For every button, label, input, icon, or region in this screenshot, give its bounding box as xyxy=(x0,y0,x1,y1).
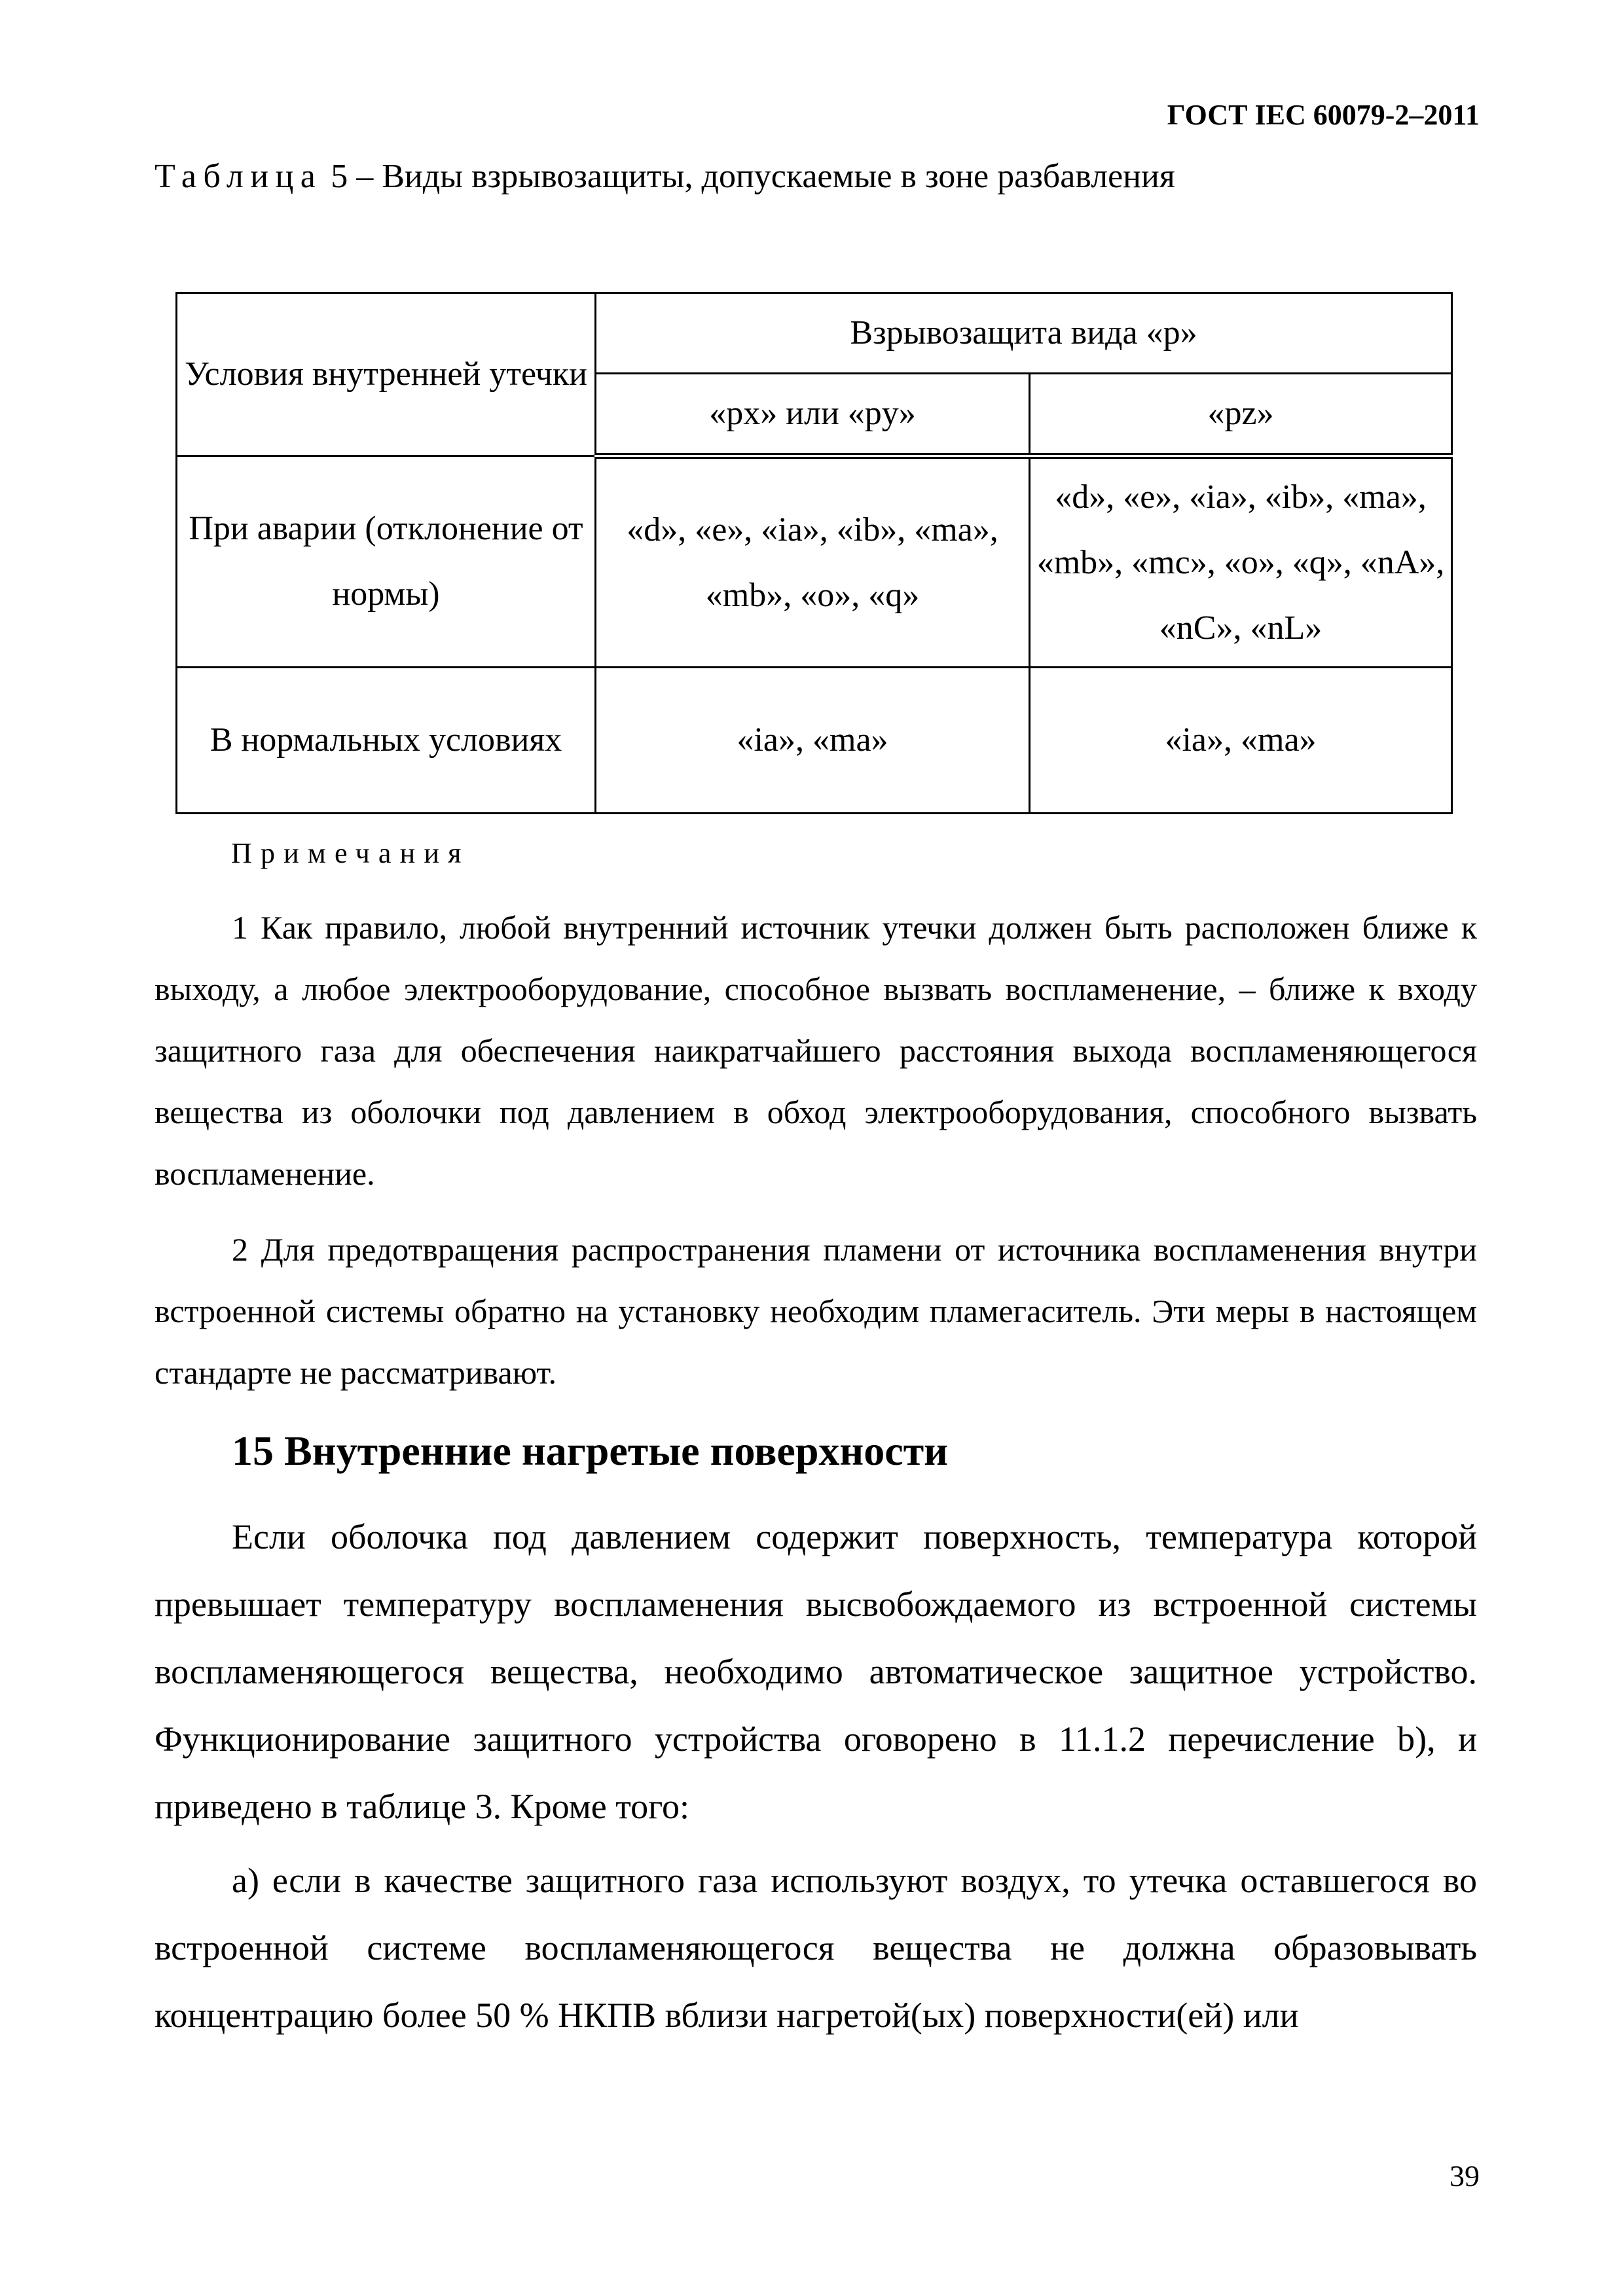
table-cell-condition-normal: В нормальных условиях xyxy=(177,668,596,814)
table-cell-px-py-fault: «d», «e», «ia», «ib», «ma», «mb», «o», «q» xyxy=(596,456,1030,668)
section-paragraph-2: а) если в качестве защитного газа используют воздух, то утечка оставшегося во встроенной системе воспламеняющегося вещества не должна образовывать концентрацию более 50 % НКПВ вблизи нагретой(ых) поверхности(ей) или xyxy=(155,1861,1477,2035)
protection-types-table xyxy=(175,292,1453,814)
section-paragraph-1: Если оболочка под давлением содержит поверхность, температура которой превышает температуру воспламенения высвобождаемого из встроенной системы воспламеняющегося вещества, необходимо автоматическое защитное устройство. Функционирование защитного устройства оговорено в 11.1.2 перечисление b), и приведено в таблице 3. Кроме того: xyxy=(155,1517,1477,1826)
table-caption-text: 5 – Виды взрывозащиты, допускаемые в зоне разбавления xyxy=(322,158,1175,195)
table-cell-pz-fault: «d», «e», «ia», «ib», «ma», «mb», «mc», «o», «q», «nA», «nC», «nL» xyxy=(1030,456,1452,668)
table-cell-px-py-normal: «ia», «ma» xyxy=(596,668,1030,814)
table-caption xyxy=(155,157,1175,196)
table-caption-label: Таблица xyxy=(155,158,323,195)
table-cell-pz-normal: «ia», «ma» xyxy=(1030,668,1452,814)
page-number: 39 xyxy=(1450,2159,1480,2193)
table-cell-condition-fault: При аварии (отклонение от нормы) xyxy=(177,456,596,668)
header-protection-type-p: Взрывозащита вида «p» xyxy=(596,293,1452,374)
document-code: ГОСТ IEC 60079-2–2011 xyxy=(1167,99,1480,131)
header-pz: «pz» xyxy=(1030,374,1452,456)
note-1: 1 Как правило, любой внутренний источник утечки должен быть расположен ближе к выходу, а любое электрооборудование, способное вызвать воспламенение, – ближе к входу защитного газа для обеспечения наикратчайшего расстояния выхода воспламеняющегося вещества из оболочки под давлением в обход электрооборудования, способного вызвать воспламенение. xyxy=(155,909,1477,1192)
header-leak-conditions: Условия внутренней утечки xyxy=(177,293,596,456)
note-2: 2 Для предотвращения распространения пламени от источника воспламенения внутри встроенной системы обратно на установку необходим пламегаситель. Эти меры в настоящем стандарте не рассматривают. xyxy=(155,1231,1477,1391)
header-px-py: «px» или «py» xyxy=(596,374,1030,456)
section-heading: 15 Внутренние нагретые поверхности xyxy=(232,1427,948,1474)
notes-label: Примечания xyxy=(231,837,470,869)
